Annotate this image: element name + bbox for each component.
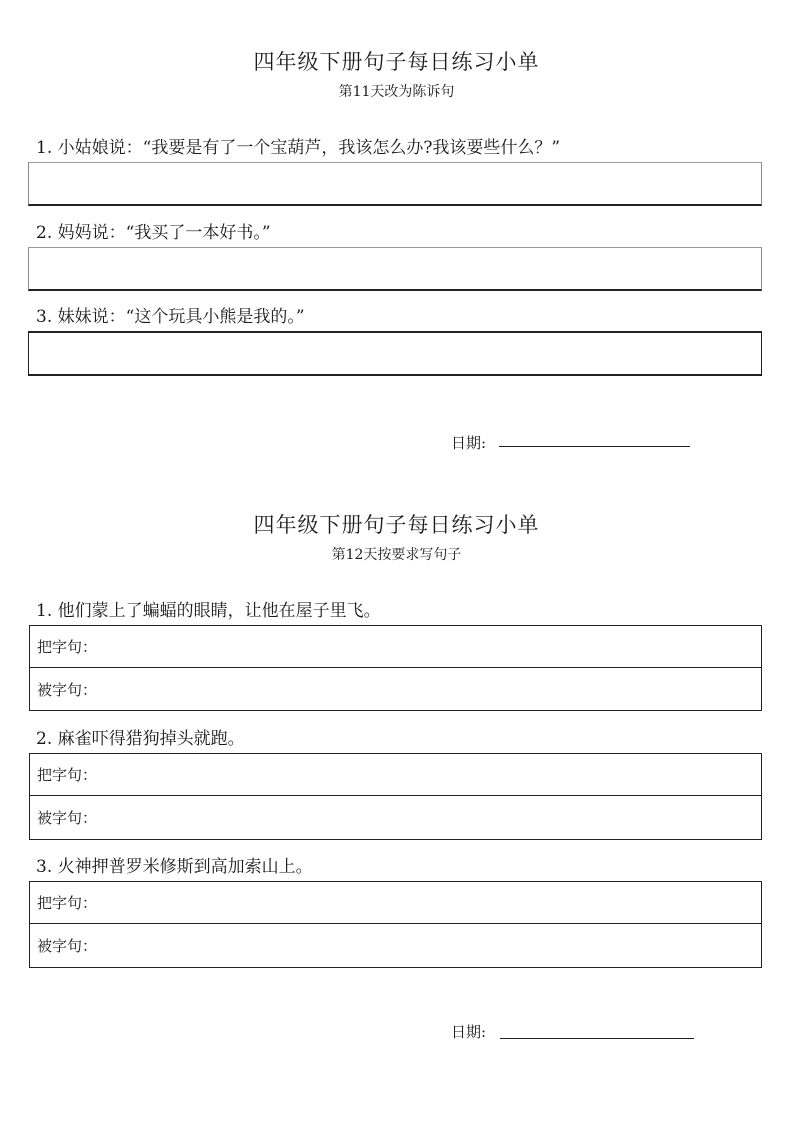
worksheet2-date-label: 日期: <box>451 1023 487 1041</box>
worksheet1-question-3: 3. 妹妹说：“这个玩具小熊是我的。” <box>36 307 305 327</box>
worksheet1-answer-box-1[interactable] <box>28 162 762 206</box>
worksheet1-question-2: 2. 妈妈说：“我买了一本好书。” <box>36 223 271 243</box>
worksheet2-date-field[interactable] <box>500 1038 694 1039</box>
worksheet2-subtitle: 第12天按要求写句子 <box>331 547 462 563</box>
bei-sentence-label: 被字句： <box>37 809 98 827</box>
worksheet1-question-1: 1. 小姑娘说：“我要是有了一个宝葫芦，我该怎么办?我该要些什么？” <box>36 138 561 158</box>
worksheet1-subtitle: 第11天改为陈诉句 <box>338 84 455 100</box>
ba-sentence-field-3[interactable] <box>30 882 761 924</box>
worksheet2-rewrite-table-3 <box>29 881 762 968</box>
worksheet1-answer-box-3[interactable] <box>28 331 762 376</box>
worksheet2-question-3: 3. 火神押普罗米修斯到高加索山上。 <box>36 857 313 877</box>
worksheet1-date-label: 日期: <box>451 434 487 452</box>
worksheet2-title: 四年级下册句子每日练习小单 <box>253 513 540 537</box>
ba-sentence-field-2[interactable] <box>30 754 761 796</box>
ba-sentence-label: 把字句： <box>37 894 98 912</box>
worksheet2-rewrite-table-2 <box>29 753 762 840</box>
worksheet2-question-2: 2. 麻雀吓得猎狗掉头就跑。 <box>36 729 245 749</box>
bei-sentence-field-2[interactable] <box>30 797 761 839</box>
ba-sentence-label: 把字句： <box>37 638 98 656</box>
worksheet1-answer-box-2[interactable] <box>28 247 762 291</box>
worksheet2-rewrite-table-1 <box>29 625 762 711</box>
bei-sentence-field-3[interactable] <box>30 925 761 967</box>
ba-sentence-field-1[interactable] <box>30 626 761 668</box>
worksheet1-title: 四年级下册句子每日练习小单 <box>253 50 540 74</box>
bei-sentence-field-1[interactable] <box>30 669 761 711</box>
bei-sentence-label: 被字句： <box>37 681 98 699</box>
worksheet2-question-1: 1. 他们蒙上了蝙蝠的眼睛，让他在屋子里飞。 <box>36 601 381 621</box>
worksheet1-date-field[interactable] <box>499 446 690 447</box>
bei-sentence-label: 被字句： <box>37 937 98 955</box>
ba-sentence-label: 把字句： <box>37 766 98 784</box>
